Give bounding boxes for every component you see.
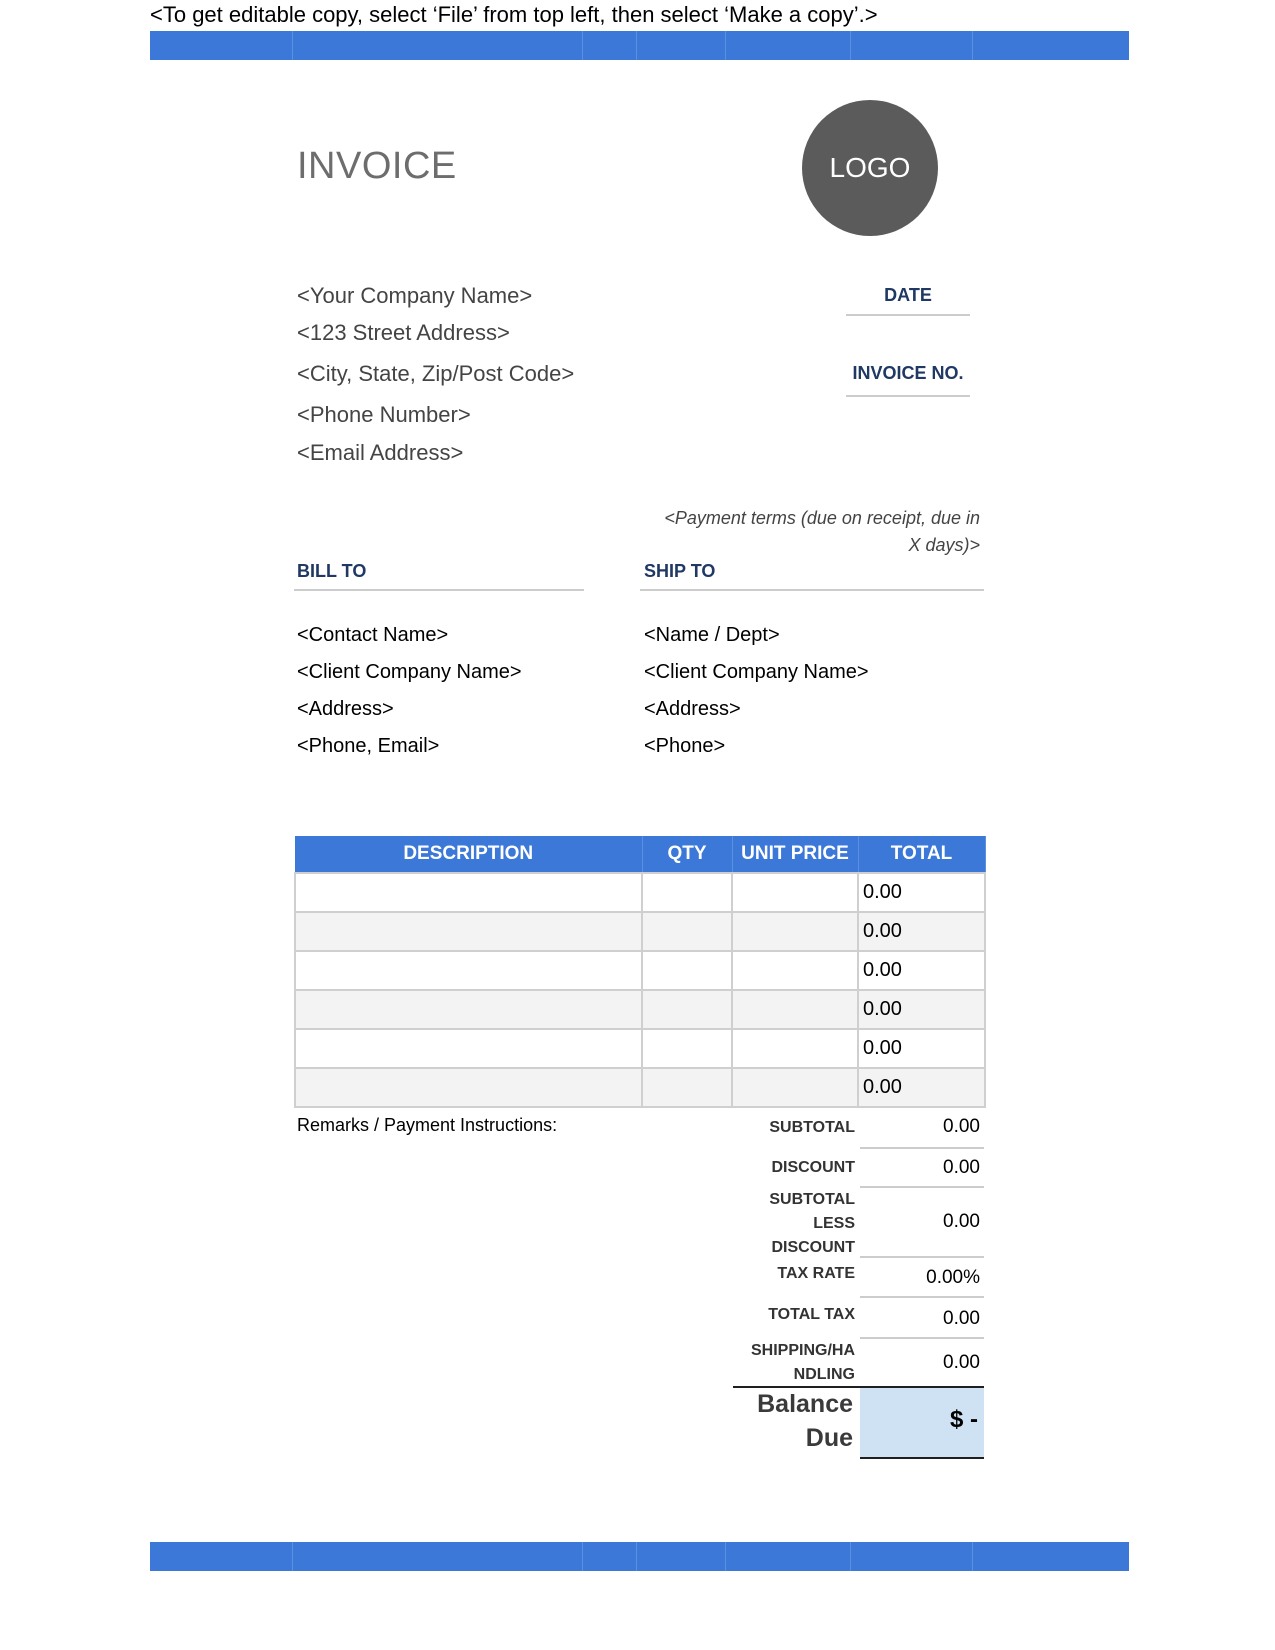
table-row bbox=[295, 1068, 985, 1107]
shipping-line-2: NDLING bbox=[793, 1366, 855, 1383]
balance-due-value: $ - bbox=[949, 1406, 978, 1433]
description-cell[interactable] bbox=[295, 951, 642, 990]
bill-to-contact[interactable]: <Contact Name> bbox=[297, 624, 449, 646]
description-cell[interactable] bbox=[295, 1029, 642, 1068]
ship-to-name[interactable]: <Name / Dept> bbox=[644, 624, 780, 646]
qty-cell[interactable] bbox=[642, 1068, 732, 1107]
table-row bbox=[295, 873, 985, 912]
date-label: DATE bbox=[884, 285, 932, 305]
table-header-row bbox=[295, 836, 985, 873]
total-cell: 0.00 bbox=[858, 873, 985, 912]
subtotal-less-discount-value: 0.00 bbox=[943, 1211, 980, 1232]
ship-to-underline bbox=[640, 589, 984, 591]
company-street[interactable]: <123 Street Address> bbox=[297, 320, 510, 345]
description-cell[interactable] bbox=[295, 990, 642, 1029]
balance-line-1: Balance bbox=[757, 1390, 853, 1418]
invoice-title: INVOICE bbox=[297, 145, 457, 187]
table-row bbox=[295, 1029, 985, 1068]
logo-placeholder: LOGO bbox=[802, 100, 938, 236]
column-header-total: TOTAL bbox=[858, 836, 985, 873]
unit-price-cell[interactable] bbox=[732, 951, 858, 990]
unit-price-cell[interactable] bbox=[732, 912, 858, 951]
unit-price-cell[interactable] bbox=[732, 1068, 858, 1107]
qty-cell[interactable] bbox=[642, 873, 732, 912]
discount-rule-top bbox=[860, 1147, 984, 1149]
balance-due-label bbox=[733, 1387, 853, 1455]
description-cell[interactable] bbox=[295, 873, 642, 912]
unit-price-cell[interactable] bbox=[732, 1029, 858, 1068]
qty-cell[interactable] bbox=[642, 912, 732, 951]
subtotal-less-line-1: SUBTOTAL bbox=[769, 1191, 855, 1208]
bill-to-label: BILL TO bbox=[297, 561, 367, 581]
column-header-description: DESCRIPTION bbox=[295, 836, 642, 873]
discount-value[interactable]: 0.00 bbox=[943, 1157, 980, 1178]
unit-price-cell[interactable] bbox=[732, 873, 858, 912]
shipping-handling-value[interactable]: 0.00 bbox=[943, 1352, 980, 1373]
subtotal-less-discount-label bbox=[715, 1188, 855, 1260]
remarks-label: Remarks / Payment Instructions: bbox=[297, 1115, 558, 1135]
subtotal-label: SUBTOTAL bbox=[769, 1119, 855, 1136]
payment-terms-line-1: <Payment terms (due on receipt, due in bbox=[664, 508, 980, 528]
tax-rate-label: TAX RATE bbox=[777, 1265, 855, 1282]
total-cell: 0.00 bbox=[858, 912, 985, 951]
shipping-handling-label bbox=[715, 1339, 855, 1387]
tax-rate-rule bbox=[860, 1296, 984, 1298]
ship-to-address[interactable]: <Address> bbox=[644, 698, 741, 720]
bill-to-phone-email[interactable]: <Phone, Email> bbox=[297, 735, 440, 757]
top-color-band bbox=[150, 31, 1129, 60]
discount-label: DISCOUNT bbox=[771, 1159, 855, 1176]
balance-line-2: Due bbox=[805, 1424, 853, 1452]
shipping-line-1: SHIPPING/HA bbox=[750, 1342, 855, 1359]
total-tax-rule bbox=[860, 1337, 984, 1339]
ship-to-phone[interactable]: <Phone> bbox=[644, 735, 726, 757]
description-cell[interactable] bbox=[295, 1068, 642, 1107]
subtotal-less-line-3: DISCOUNT bbox=[771, 1239, 855, 1256]
qty-cell[interactable] bbox=[642, 951, 732, 990]
total-cell: 0.00 bbox=[858, 1029, 985, 1068]
company-name[interactable]: <Your Company Name> bbox=[297, 283, 533, 308]
table-row bbox=[295, 990, 985, 1029]
invoice-number-label: INVOICE NO. bbox=[852, 363, 964, 383]
bill-to-underline bbox=[294, 589, 584, 591]
line-items-table bbox=[294, 836, 986, 1108]
ship-to-label: SHIP TO bbox=[644, 561, 716, 581]
total-cell: 0.00 bbox=[858, 951, 985, 990]
subtotal-less-rule bbox=[860, 1256, 984, 1258]
payment-terms[interactable] bbox=[600, 505, 980, 559]
copy-instructions: <To get editable copy, select ‘File’ from top left, then select ‘Make a copy’.> bbox=[150, 2, 878, 27]
qty-cell[interactable] bbox=[642, 1029, 732, 1068]
column-header-unit-price: UNIT PRICE bbox=[732, 836, 858, 873]
company-city[interactable]: <City, State, Zip/Post Code> bbox=[297, 361, 575, 386]
unit-price-cell[interactable] bbox=[732, 990, 858, 1029]
company-email[interactable]: <Email Address> bbox=[297, 440, 464, 465]
total-tax-value: 0.00 bbox=[943, 1308, 980, 1329]
date-field[interactable] bbox=[846, 314, 970, 316]
table-row bbox=[295, 912, 985, 951]
bottom-color-band bbox=[150, 1542, 1129, 1571]
total-cell: 0.00 bbox=[858, 990, 985, 1029]
ship-to-company[interactable]: <Client Company Name> bbox=[644, 661, 869, 683]
table-row bbox=[295, 951, 985, 990]
subtotal-less-line-2: LESS bbox=[813, 1215, 855, 1232]
subtotal-value: 0.00 bbox=[943, 1116, 980, 1137]
invoice-number-field[interactable] bbox=[846, 395, 970, 397]
total-tax-label: TOTAL TAX bbox=[768, 1306, 855, 1323]
bill-to-address[interactable]: <Address> bbox=[297, 698, 394, 720]
tax-rate-value[interactable]: 0.00% bbox=[926, 1267, 980, 1288]
payment-terms-line-2: X days)> bbox=[908, 535, 980, 555]
balance-bottom-rule bbox=[860, 1457, 984, 1459]
discount-rule-bottom bbox=[860, 1186, 984, 1188]
column-header-qty: QTY bbox=[642, 836, 732, 873]
qty-cell[interactable] bbox=[642, 990, 732, 1029]
description-cell[interactable] bbox=[295, 912, 642, 951]
bill-to-company[interactable]: <Client Company Name> bbox=[297, 661, 522, 683]
total-cell: 0.00 bbox=[858, 1068, 985, 1107]
company-phone[interactable]: <Phone Number> bbox=[297, 402, 471, 427]
